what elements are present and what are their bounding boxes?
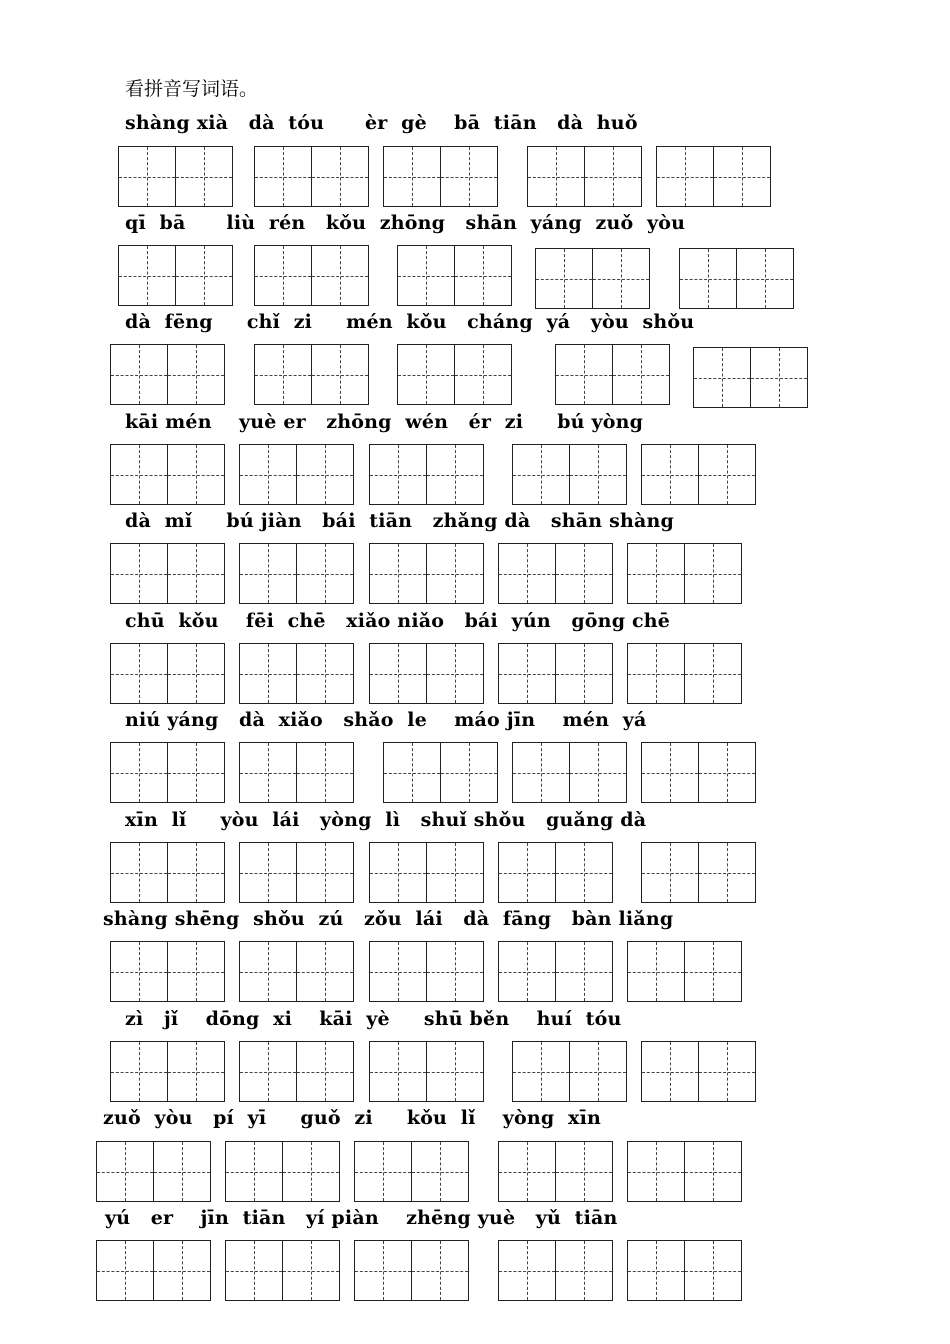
writing-box[interactable] xyxy=(369,444,484,505)
writing-box[interactable] xyxy=(656,146,771,207)
character-cell[interactable] xyxy=(226,1241,282,1300)
character-cell[interactable] xyxy=(426,942,483,1001)
character-cell[interactable] xyxy=(440,743,497,802)
writing-box[interactable] xyxy=(627,1240,742,1301)
character-cell[interactable] xyxy=(684,1142,741,1201)
writing-box[interactable] xyxy=(239,1041,354,1102)
character-cell[interactable] xyxy=(628,942,684,1001)
character-cell[interactable] xyxy=(296,445,353,504)
character-cell[interactable] xyxy=(513,1042,569,1101)
character-cell[interactable] xyxy=(119,147,175,206)
writing-box[interactable] xyxy=(110,643,225,704)
character-cell[interactable] xyxy=(440,147,497,206)
character-cell[interactable] xyxy=(240,544,296,603)
character-cell[interactable] xyxy=(698,1042,755,1101)
character-cell[interactable] xyxy=(426,644,483,703)
writing-box[interactable] xyxy=(641,742,756,803)
character-cell[interactable] xyxy=(411,1142,468,1201)
character-cell[interactable] xyxy=(698,445,755,504)
character-cell[interactable] xyxy=(311,246,368,305)
character-cell[interactable] xyxy=(642,445,698,504)
character-cell[interactable] xyxy=(153,1142,210,1201)
character-cell[interactable] xyxy=(240,445,296,504)
writing-box[interactable] xyxy=(641,842,756,903)
character-cell[interactable] xyxy=(240,644,296,703)
character-cell[interactable] xyxy=(226,1142,282,1201)
writing-box[interactable] xyxy=(96,1141,211,1202)
character-cell[interactable] xyxy=(296,1042,353,1101)
writing-box[interactable] xyxy=(118,245,233,306)
character-cell[interactable] xyxy=(398,246,454,305)
character-cell[interactable] xyxy=(528,147,584,206)
character-cell[interactable] xyxy=(684,644,741,703)
character-cell[interactable] xyxy=(680,249,736,308)
character-cell[interactable] xyxy=(167,544,224,603)
writing-box[interactable] xyxy=(641,1041,756,1102)
character-cell[interactable] xyxy=(296,544,353,603)
character-cell[interactable] xyxy=(167,743,224,802)
writing-box[interactable] xyxy=(225,1141,340,1202)
character-cell[interactable] xyxy=(426,1042,483,1101)
character-cell[interactable] xyxy=(694,348,750,407)
character-cell[interactable] xyxy=(499,1142,555,1201)
character-cell[interactable] xyxy=(499,843,555,902)
writing-box[interactable] xyxy=(527,146,642,207)
character-cell[interactable] xyxy=(657,147,713,206)
character-cell[interactable] xyxy=(296,644,353,703)
writing-box[interactable] xyxy=(397,245,512,306)
character-cell[interactable] xyxy=(584,147,641,206)
character-cell[interactable] xyxy=(111,445,167,504)
character-cell[interactable] xyxy=(684,942,741,1001)
character-cell[interactable] xyxy=(750,348,807,407)
character-cell[interactable] xyxy=(628,544,684,603)
character-cell[interactable] xyxy=(698,843,755,902)
character-cell[interactable] xyxy=(499,942,555,1001)
pinyin-row: yú er jīn tiān yí piàn zhēng yuè yǔ tiān xyxy=(105,1207,618,1229)
worksheet-title: 看拼音写词语。 xyxy=(125,78,259,100)
pinyin-row: kāi mén yuè er zhōng wén ér zi bú yòng xyxy=(125,411,644,433)
writing-box[interactable] xyxy=(693,347,808,408)
writing-box[interactable] xyxy=(555,344,670,405)
character-cell[interactable] xyxy=(555,843,612,902)
writing-box[interactable] xyxy=(96,1240,211,1301)
character-cell[interactable] xyxy=(555,544,612,603)
character-cell[interactable] xyxy=(698,743,755,802)
character-cell[interactable] xyxy=(296,743,353,802)
pinyin-row: xīn lǐ yòu lái yòng lì shuǐ shǒu guǎng dà xyxy=(125,809,647,831)
character-cell[interactable] xyxy=(642,843,698,902)
character-cell[interactable] xyxy=(556,345,612,404)
writing-box[interactable] xyxy=(239,842,354,903)
character-cell[interactable] xyxy=(370,544,426,603)
character-cell[interactable] xyxy=(454,345,511,404)
character-cell[interactable] xyxy=(167,843,224,902)
writing-box[interactable] xyxy=(383,742,498,803)
character-cell[interactable] xyxy=(240,942,296,1001)
writing-box[interactable] xyxy=(110,742,225,803)
writing-box[interactable] xyxy=(239,444,354,505)
character-cell[interactable] xyxy=(642,743,698,802)
writing-box[interactable] xyxy=(498,842,613,903)
character-cell[interactable] xyxy=(454,246,511,305)
character-cell[interactable] xyxy=(240,843,296,902)
character-cell[interactable] xyxy=(592,249,649,308)
character-cell[interactable] xyxy=(569,445,626,504)
character-cell[interactable] xyxy=(97,1241,153,1300)
character-cell[interactable] xyxy=(536,249,592,308)
pinyin-row: dà mǐ bú jiàn bái tiān zhǎng dà shān shàng xyxy=(125,510,675,532)
character-cell[interactable] xyxy=(153,1241,210,1300)
character-cell[interactable] xyxy=(282,1142,339,1201)
character-cell[interactable] xyxy=(111,743,167,802)
writing-box[interactable] xyxy=(383,146,498,207)
character-cell[interactable] xyxy=(111,345,167,404)
character-cell[interactable] xyxy=(311,147,368,206)
character-cell[interactable] xyxy=(255,345,311,404)
character-cell[interactable] xyxy=(355,1142,411,1201)
character-cell[interactable] xyxy=(111,1042,167,1101)
pinyin-row: niú yáng dà xiǎo shǎo le máo jīn mén yá xyxy=(125,709,647,731)
character-cell[interactable] xyxy=(555,644,612,703)
character-cell[interactable] xyxy=(355,1241,411,1300)
pinyin-row: shàng xià dà tóu èr gè bā tiān dà huǒ xyxy=(125,112,638,134)
writing-box[interactable] xyxy=(498,941,613,1002)
character-cell[interactable] xyxy=(282,1241,339,1300)
character-cell[interactable] xyxy=(167,942,224,1001)
character-cell[interactable] xyxy=(167,445,224,504)
writing-box[interactable] xyxy=(369,1041,484,1102)
writing-box[interactable] xyxy=(110,1041,225,1102)
pinyin-row: qī bā liù rén kǒu zhōng shān yáng zuǒ yòu xyxy=(125,212,686,234)
writing-box[interactable] xyxy=(535,248,650,309)
character-cell[interactable] xyxy=(684,1241,741,1300)
character-cell[interactable] xyxy=(628,1142,684,1201)
writing-box[interactable] xyxy=(512,1041,627,1102)
character-cell[interactable] xyxy=(240,1042,296,1101)
character-cell[interactable] xyxy=(499,644,555,703)
character-cell[interactable] xyxy=(612,345,669,404)
character-cell[interactable] xyxy=(370,843,426,902)
writing-box[interactable] xyxy=(110,941,225,1002)
writing-box[interactable] xyxy=(512,444,627,505)
character-cell[interactable] xyxy=(97,1142,153,1201)
character-cell[interactable] xyxy=(499,544,555,603)
writing-box[interactable] xyxy=(239,742,354,803)
character-cell[interactable] xyxy=(411,1241,468,1300)
character-cell[interactable] xyxy=(398,345,454,404)
character-cell[interactable] xyxy=(384,147,440,206)
writing-box[interactable] xyxy=(627,643,742,704)
writing-box[interactable] xyxy=(498,543,613,604)
character-cell[interactable] xyxy=(555,1241,612,1300)
character-cell[interactable] xyxy=(255,147,311,206)
writing-box[interactable] xyxy=(512,742,627,803)
writing-box[interactable] xyxy=(627,1141,742,1202)
character-cell[interactable] xyxy=(111,942,167,1001)
writing-box[interactable] xyxy=(369,941,484,1002)
writing-box[interactable] xyxy=(397,344,512,405)
writing-box[interactable] xyxy=(354,1240,469,1301)
writing-box[interactable] xyxy=(498,1141,613,1202)
character-cell[interactable] xyxy=(370,445,426,504)
pinyin-row: dà fēng chǐ zi mén kǒu cháng yá yòu shǒu xyxy=(125,311,695,333)
character-cell[interactable] xyxy=(513,743,569,802)
writing-box[interactable] xyxy=(627,543,742,604)
writing-box[interactable] xyxy=(641,444,756,505)
pinyin-row: zuǒ yòu pí yī guǒ zi kǒu lǐ yòng xīn xyxy=(103,1107,601,1129)
character-cell[interactable] xyxy=(167,644,224,703)
writing-box[interactable] xyxy=(254,344,369,405)
writing-box[interactable] xyxy=(498,1240,613,1301)
character-cell[interactable] xyxy=(684,544,741,603)
character-cell[interactable] xyxy=(111,644,167,703)
character-cell[interactable] xyxy=(642,1042,698,1101)
writing-box[interactable] xyxy=(254,245,369,306)
character-cell[interactable] xyxy=(119,246,175,305)
writing-box[interactable] xyxy=(354,1141,469,1202)
writing-box[interactable] xyxy=(225,1240,340,1301)
writing-box[interactable] xyxy=(369,842,484,903)
character-cell[interactable] xyxy=(296,843,353,902)
character-cell[interactable] xyxy=(296,942,353,1001)
character-cell[interactable] xyxy=(384,743,440,802)
writing-box[interactable] xyxy=(239,643,354,704)
writing-box[interactable] xyxy=(118,146,233,207)
character-cell[interactable] xyxy=(555,1142,612,1201)
writing-box[interactable] xyxy=(679,248,794,309)
character-cell[interactable] xyxy=(370,1042,426,1101)
writing-box[interactable] xyxy=(110,543,225,604)
writing-box[interactable] xyxy=(239,941,354,1002)
writing-box[interactable] xyxy=(239,543,354,604)
character-cell[interactable] xyxy=(167,1042,224,1101)
character-cell[interactable] xyxy=(628,644,684,703)
character-cell[interactable] xyxy=(555,942,612,1001)
character-cell[interactable] xyxy=(111,843,167,902)
character-cell[interactable] xyxy=(175,147,232,206)
writing-box[interactable] xyxy=(254,146,369,207)
character-cell[interactable] xyxy=(513,445,569,504)
writing-box[interactable] xyxy=(498,643,613,704)
pinyin-row: chū kǒu fēi chē xiǎo niǎo bái yún gōng chē xyxy=(125,610,671,632)
character-cell[interactable] xyxy=(311,345,368,404)
writing-box[interactable] xyxy=(369,543,484,604)
character-cell[interactable] xyxy=(111,544,167,603)
writing-box[interactable] xyxy=(110,344,225,405)
pinyin-row: zì jǐ dōng xi kāi yè shū běn huí tóu xyxy=(125,1008,622,1030)
character-cell[interactable] xyxy=(426,544,483,603)
character-cell[interactable] xyxy=(255,246,311,305)
character-cell[interactable] xyxy=(569,1042,626,1101)
character-cell[interactable] xyxy=(426,445,483,504)
character-cell[interactable] xyxy=(426,843,483,902)
character-cell[interactable] xyxy=(499,1241,555,1300)
character-cell[interactable] xyxy=(370,942,426,1001)
character-cell[interactable] xyxy=(628,1241,684,1300)
writing-box[interactable] xyxy=(369,643,484,704)
character-cell[interactable] xyxy=(569,743,626,802)
character-cell[interactable] xyxy=(370,644,426,703)
writing-box[interactable] xyxy=(110,842,225,903)
character-cell[interactable] xyxy=(167,345,224,404)
character-cell[interactable] xyxy=(736,249,793,308)
pinyin-row: shàng shēng shǒu zú zǒu lái dà fāng bàn liǎng xyxy=(103,908,674,930)
writing-box[interactable] xyxy=(627,941,742,1002)
writing-box[interactable] xyxy=(110,444,225,505)
character-cell[interactable] xyxy=(240,743,296,802)
character-cell[interactable] xyxy=(175,246,232,305)
character-cell[interactable] xyxy=(713,147,770,206)
